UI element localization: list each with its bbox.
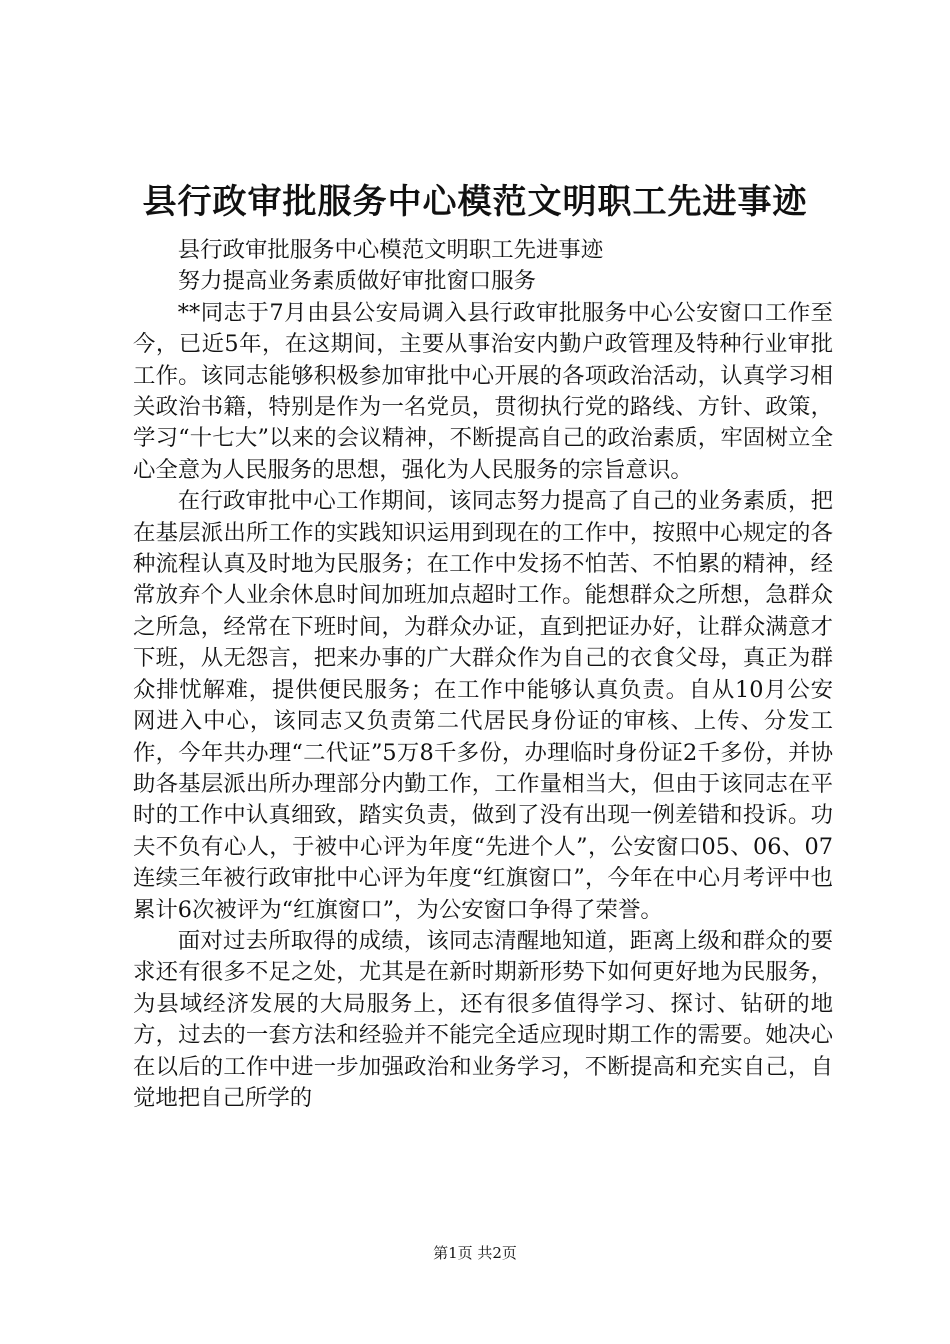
document-title: 县行政审批服务中心模范文明职工先进事迹 — [142, 182, 808, 222]
subtitle-line: 县行政审批服务中心模范文明职工先进事迹 — [177, 237, 604, 263]
paragraph-2: 在行政审批中心工作期间，该同志努力提高了自己的业务素质，把在基层派出所工作的实践知识运用到现在的工作中，按照中心规定的各种流程认真及时地为民服务；在工作中发扬不怕苦、不怕累的精神，经常放弃个人业余休息时间加班加点超时工作。能想群众之所想，急群众之所急，经常在下班时间，为群众办证，直到把证办好，让群众满意才下班，从无怨言，把来办事的广大群众作为自己的衣食父母，真正为群众排忧解难，提供便民服务；在工作中能够认真负责。自从10月公安网进入中心，该同志又负责第二代居民身份证的审核、上传、分发工作，今年共办理“二代证”5万8千多份，办理临时身份证2千多份，并协助各基层派出所办理部分内勤工作，工作量相当大，但由于该同志在平时的工作中认真细致，踏实负责，做到了没有出现一例差错和投诉。功夫不负有心人，于被中心评为年度“先进个人”，公安窗口05、06、07连续三年被行政审批中心评为年度“红旗窗口”，今年在中心月考评中也累计6次被评为“红旗窗口”，为公安窗口争得了荣誉。 — [133, 488, 833, 923]
paragraph-1: **同志于7月由县公安局调入县行政审批服务中心公安窗口工作至今，已近5年，在这期间，主要从事治安内勤户政管理及特种行业审批工作。该同志能够积极参加审批中心开展的各项政治活动，认真学习相关政治书籍，特别是作为一名党员，贯彻执行党的路线、方针、政策，学习“十七大”以来的会议精神，不断提高自己的政治素质，牢固树立全心全意为人民服务的思想，强化为人民服务的宗旨意识。 — [133, 299, 833, 483]
heading-line: 努力提高业务素质做好审批窗口服务 — [177, 268, 537, 295]
document-body — [133, 235, 833, 1114]
paragraph-3: 面对过去所取得的成绩，该同志清醒地知道，距离上级和群众的要求还有很多不足之处，尤其是在新时期新形势下如何更好地为民服务，为县域经济发展的大局服务上，还有很多值得学习、探讨、钻研的地方，过去的一套方法和经验并不能完全适应现时期工作的需要。她决心在以后的工作中进一步加强政治和业务学习，不断提高和充实自己，自觉地把自己所学的 — [133, 927, 833, 1111]
page-number: 第1页 共2页 — [433, 1244, 517, 1262]
